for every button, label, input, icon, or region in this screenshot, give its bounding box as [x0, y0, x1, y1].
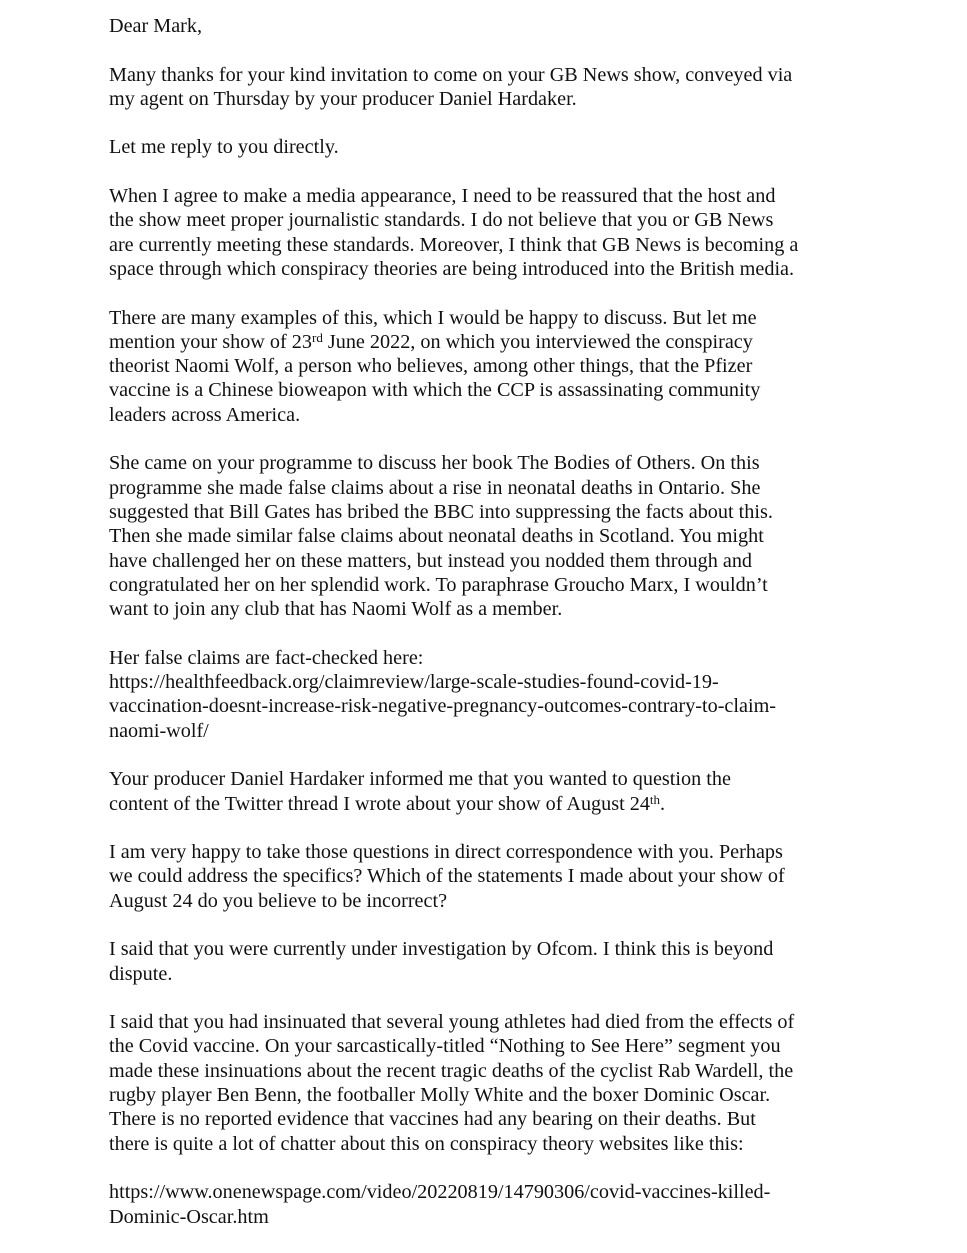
ordinal-suffix: th [649, 791, 661, 807]
url-line: https://healthfeedback.org/claimreview/large-scale-studies-found-covid-19- [109, 671, 719, 694]
text-line: August 24 do you believe to be incorrect? [109, 889, 448, 912]
salutation-line: Dear Mark, [109, 15, 203, 37]
paragraph-fact-check [109, 646, 939, 743]
text-line: dispute. [109, 962, 173, 985]
ordinal-suffix: rd [311, 329, 323, 345]
text-line: there is quite a lot of chatter about this on conspiracy theory websites like this: [109, 1132, 744, 1155]
text-line: Many thanks for your kind invitation to come on your GB News show, conveyed via [109, 63, 793, 86]
text-line: made these insinuations about the recent tragic deaths of the cyclist Rab Wardell, the [109, 1059, 794, 1082]
paragraph-standards [109, 184, 939, 281]
paragraph-questions [109, 840, 939, 913]
paragraph-bodies-of-others [109, 451, 939, 621]
text-line: I said that you were currently under investigation by Ofcom. I think this is beyond [109, 938, 774, 961]
text-fragment: . [660, 792, 666, 815]
text-line: space through which conspiracy theories are being introduced into the British media. [109, 257, 795, 280]
text-line: the Covid vaccine. On your sarcastically-titled “Nothing to See Here” segment you [109, 1035, 781, 1058]
text-line: want to join any club that has Naomi Wolf as a member. [109, 598, 563, 621]
paragraph-producer [109, 767, 939, 816]
text-line: programme she made false claims about a rise in neonatal deaths in Ontario. She [109, 476, 761, 499]
text-line: Your producer Daniel Hardaker informed me that you wanted to question the [109, 768, 731, 791]
url-line: vaccination-doesnt-increase-risk-negative-pregnancy-outcomes-contrary-to-claim- [109, 695, 776, 718]
text-line: leaders across America. [109, 403, 301, 426]
url-line: naomi-wolf/ [109, 719, 209, 742]
text-line: I am very happy to take those questions in direct correspondence with you. Perhaps [109, 841, 783, 864]
text-line: rugby player Ben Benn, the footballer Molly White and the boxer Dominic Oscar. [109, 1084, 771, 1107]
text-line: have challenged her on these matters, but instead you nodded them through and [109, 549, 753, 572]
url-line: https://www.onenewspage.com/video/20220819/14790306/covid-vaccines-killed- [109, 1181, 771, 1204]
text-line: congratulated her on her splendid work. To paraphrase Groucho Marx, I wouldn’t [109, 573, 768, 596]
text-line: Then she made similar false claims about neonatal deaths in Scotland. You might [109, 525, 764, 548]
paragraph-reply [109, 135, 939, 159]
letter-page [109, 14, 939, 1253]
text-line: theorist Naomi Wolf, a person who believes, among other things, that the Pfizer [109, 355, 753, 378]
paragraph-examples [109, 306, 939, 427]
url-line: Dominic-Oscar.htm [109, 1205, 269, 1228]
paragraph-url [109, 1180, 939, 1229]
text-line: When I agree to make a media appearance, I need to be reassured that the host and [109, 185, 776, 208]
text-line: She came on your programme to discuss her book The Bodies of Others. On this [109, 452, 760, 475]
paragraph-invitation [109, 63, 939, 112]
text-line: suggested that Bill Gates has bribed the BBC into suppressing the facts about this. [109, 500, 773, 523]
text-line: There is no reported evidence that vaccines had any bearing on their deaths. But [109, 1108, 756, 1131]
paragraph-athletes [109, 1010, 939, 1156]
salutation [109, 14, 939, 38]
text-fragment: content of the Twitter thread I wrote about your show of August 24 [109, 792, 650, 815]
text-fragment: June 2022, on which you interviewed the conspiracy [322, 330, 753, 353]
text-line: we could address the specifics? Which of the statements I made about your show of [109, 865, 785, 888]
text-line: are currently meeting these standards. Moreover, I think that GB News is becoming a [109, 233, 799, 256]
text-line [109, 792, 939, 816]
text-fragment: mention your show of 23 [109, 330, 312, 353]
text-line [109, 330, 939, 354]
text-line: Let me reply to you directly. [109, 136, 339, 159]
text-line: I said that you had insinuated that several young athletes had died from the effects of [109, 1011, 795, 1034]
text-line: Her false claims are fact-checked here: [109, 646, 424, 669]
text-line: There are many examples of this, which I would be happy to discuss. But let me [109, 306, 757, 329]
text-line: my agent on Thursday by your producer Daniel Hardaker. [109, 87, 577, 110]
text-line: the show meet proper journalistic standards. I do not believe that you or GB News [109, 209, 774, 232]
text-line: vaccine is a Chinese bioweapon with which the CCP is assassinating community [109, 379, 761, 402]
paragraph-ofcom [109, 937, 939, 986]
